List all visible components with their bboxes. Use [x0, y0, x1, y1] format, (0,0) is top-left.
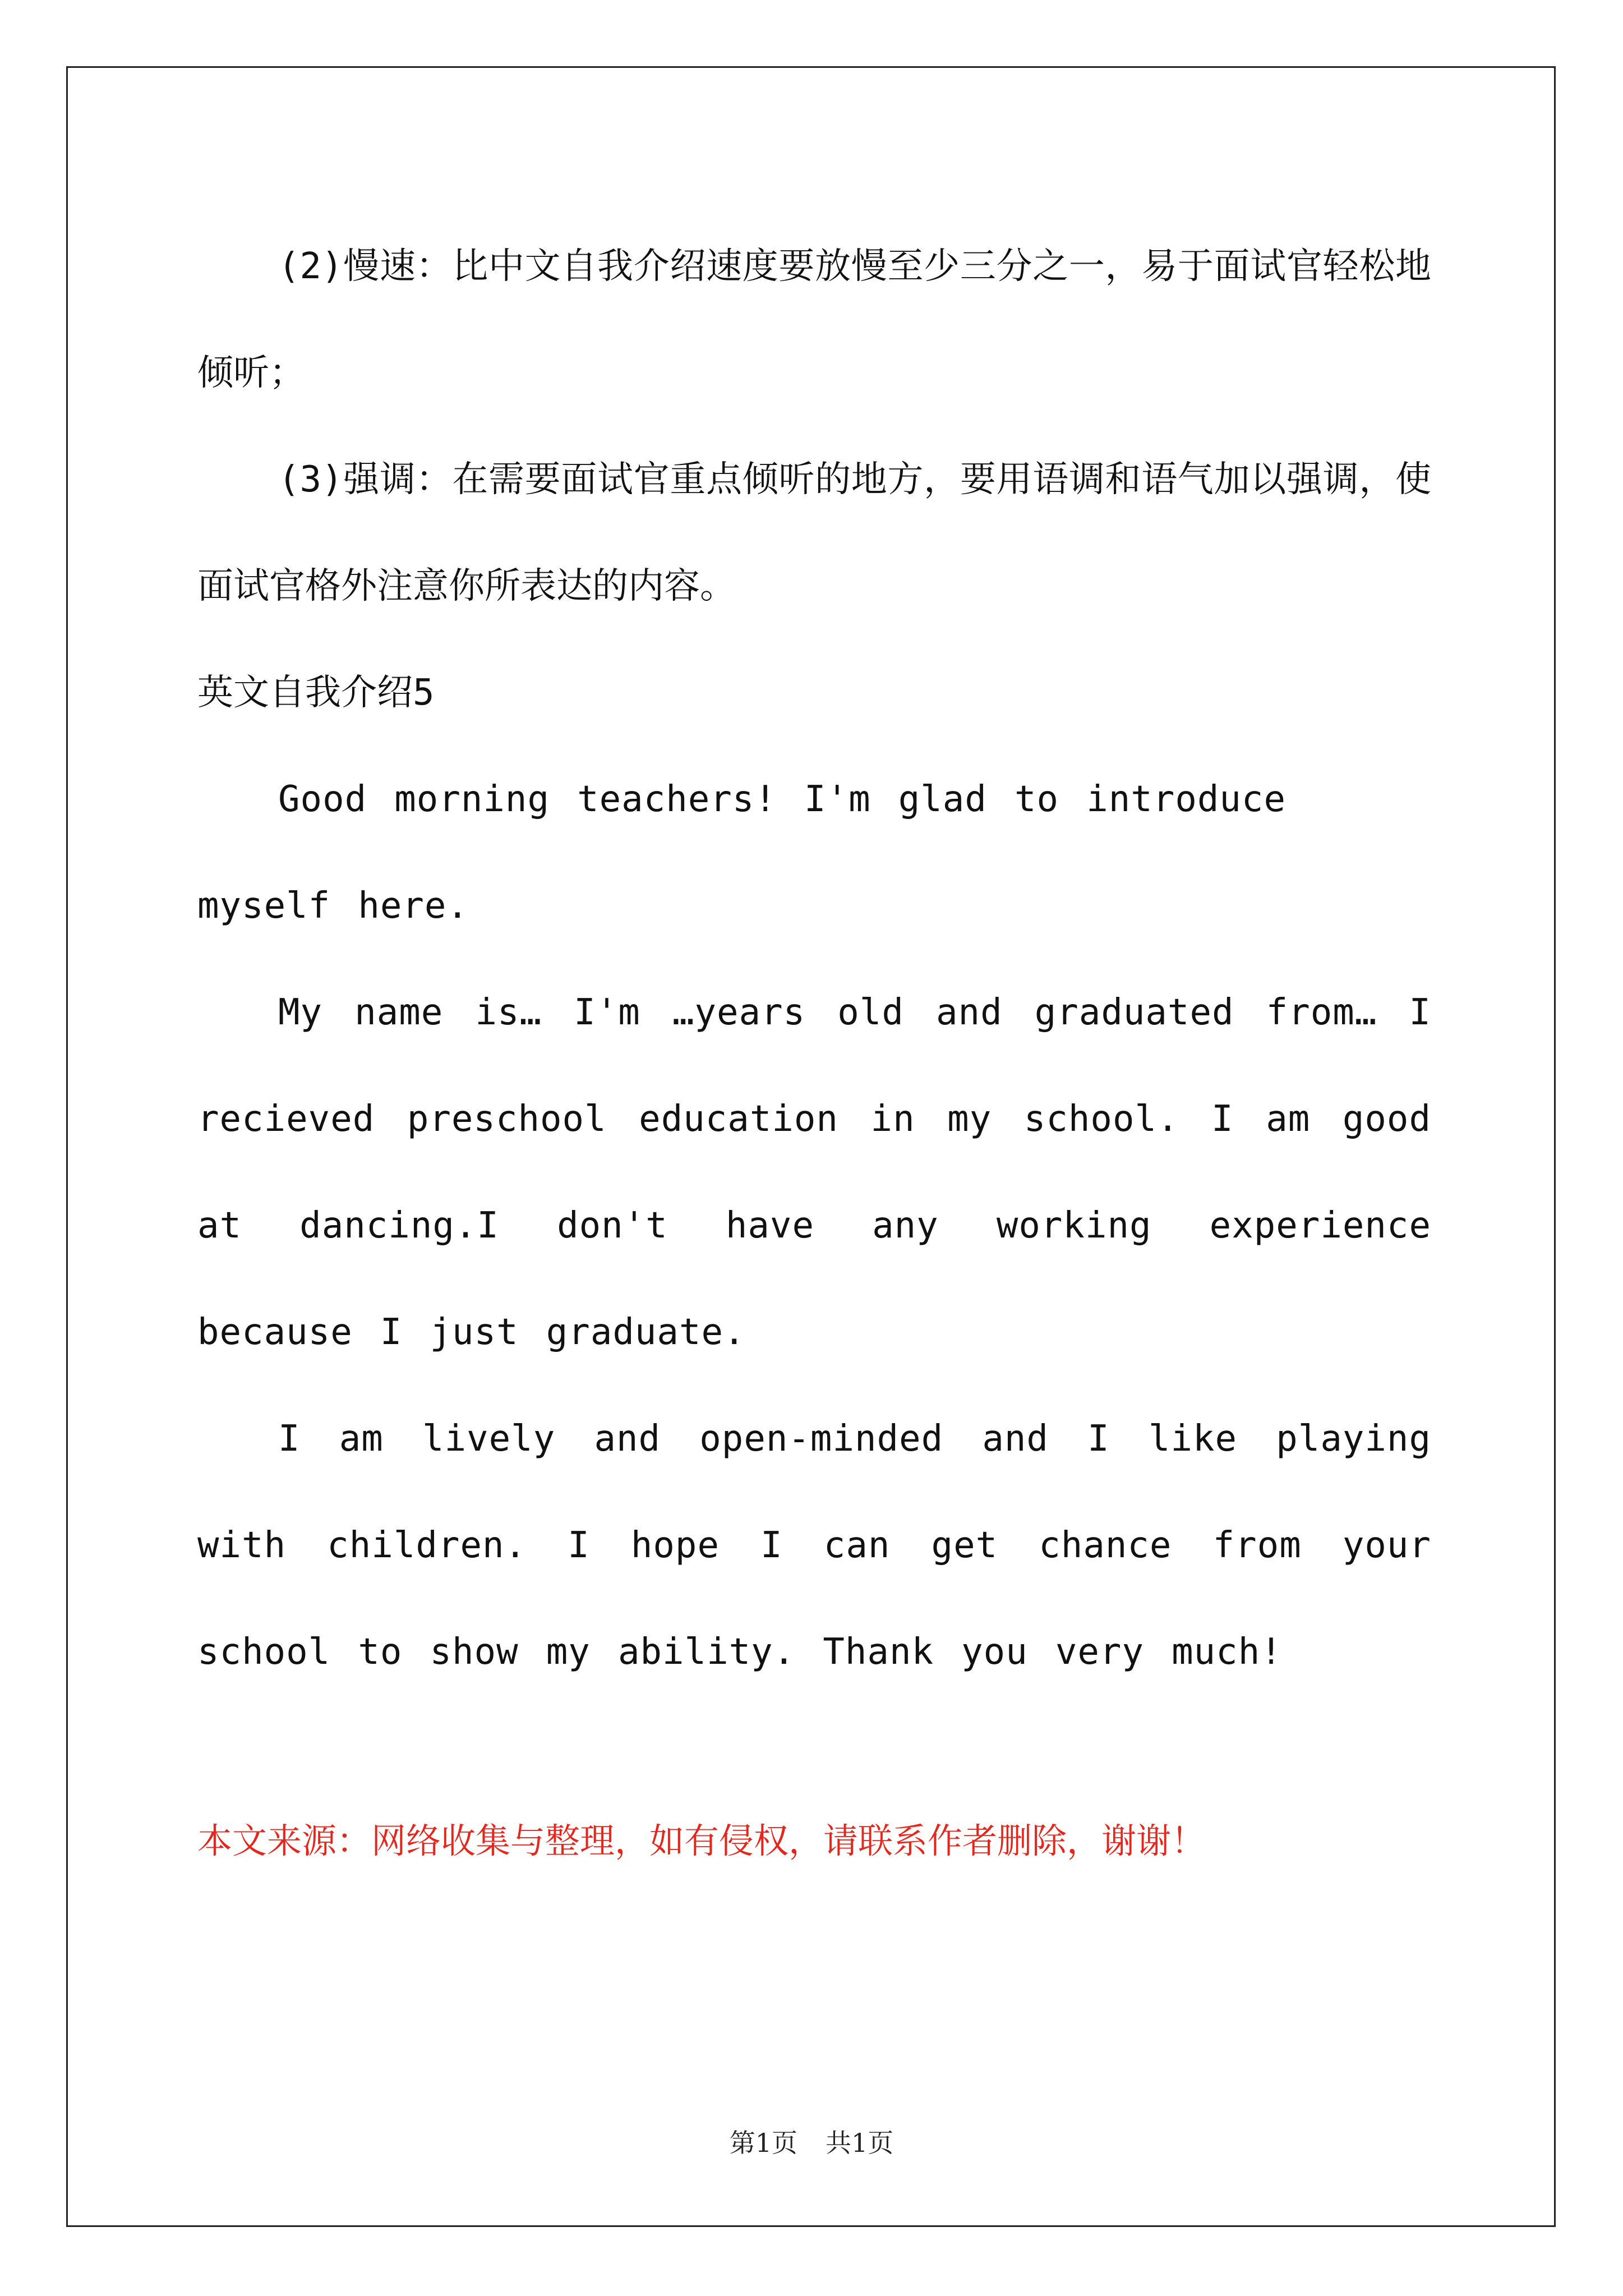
paragraph-personality: I am lively and open-minded and I like playing with children. I hope I can get chance from your school to show my ability. Thank you very much!	[197, 1418, 1431, 1673]
source-disclaimer: 本文来源：网络收集与整理，如有侵权，请联系作者删除，谢谢！	[197, 1820, 1206, 1861]
section-heading: 英文自我介绍5	[197, 672, 435, 714]
page-number-current: 第1页	[729, 2128, 797, 2158]
page-footer	[0, 2126, 1623, 2160]
paragraph-background: My name is… I'm …years old and graduated from… I recieved preschool education in my school. I am good at dancing.I don't have any working experience because I just graduate.	[197, 992, 1431, 1353]
paragraph-greeting: Good morning teachers! I'm glad to introduce myself here.	[197, 779, 1286, 927]
paragraph-emphasis: (3)强调：在需要面试官重点倾听的地方，要用语调和语气加以强调，使面试官格外注意你所表达的内容。	[197, 459, 1431, 607]
page-number-total: 共1页	[826, 2128, 894, 2158]
document-body	[197, 213, 1431, 1705]
paragraph-slow-speed: (2)慢速：比中文自我介绍速度要放慢至少三分之一，易于面试官轻松地倾听；	[197, 246, 1431, 394]
